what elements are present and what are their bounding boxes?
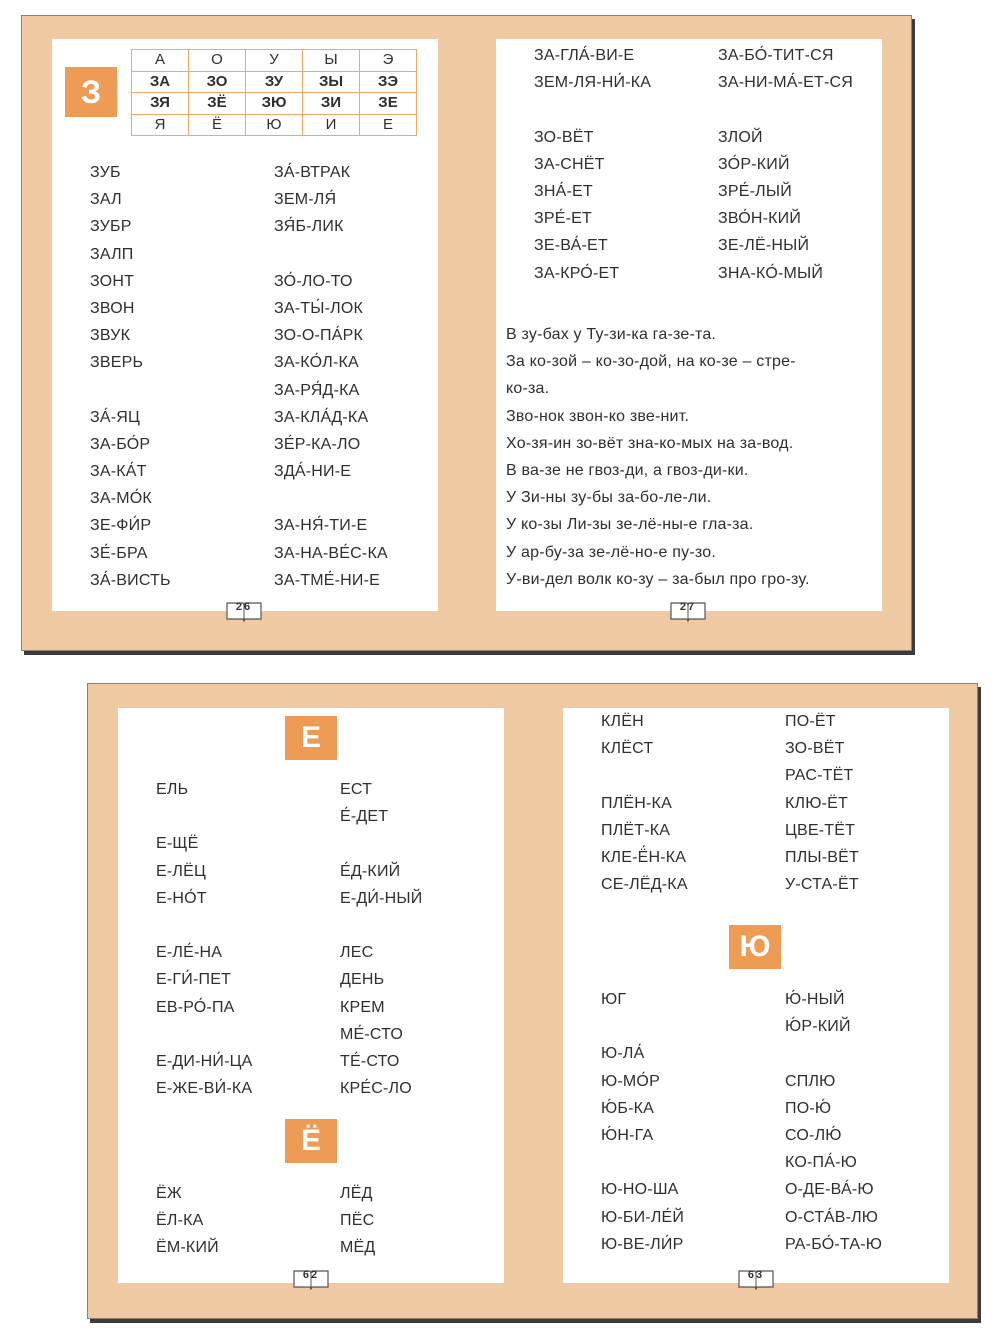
word-entry: ЗА-БО́Р [90, 435, 151, 453]
word-entry: ЗА-КРО́-ЕТ [534, 264, 620, 282]
syllable-cell: ЗИ [303, 93, 360, 115]
page-number-label: 26 [235, 601, 253, 613]
word-entry: ДЕНЬ [340, 971, 385, 989]
word-entry: ЗО́-ЛО-ТО [274, 272, 353, 290]
word-entry: Е́Д-КИЙ [340, 862, 401, 880]
word-entry: ЗА-МО́К [90, 490, 152, 508]
word-entry: ЗУБ [90, 164, 121, 181]
word-entry [785, 1040, 882, 1067]
word-entry: ЗВОН [90, 299, 135, 317]
word-entry: ЗА-ТМЕ́-НИ-Е [274, 571, 381, 589]
reading-line: В зу-бах у Ту-зи-ка га-зе-та. [506, 326, 717, 343]
word-entry: ЗВЕРЬ [90, 354, 144, 372]
word-entry: О-ДЕ-ВА́-Ю [785, 1181, 874, 1199]
word-entry: ЗЕ-ФИ́Р [90, 517, 152, 535]
syllable-cell: ЗЮ [246, 93, 303, 115]
word-entry: ЗА-КО́Л-КА [274, 354, 359, 372]
word-entry: Ю-БИ-ЛЕ́Й [601, 1208, 685, 1226]
word-entry: Е-ЛЁЦ [156, 862, 207, 880]
word-entry: ЗАЛП [90, 245, 134, 263]
page-26 [52, 39, 438, 611]
word-entry: ЗО-ВЁТ [534, 128, 594, 146]
word-entry: ЮГ [601, 991, 627, 1008]
letter-badge-yo: Ё [285, 1119, 337, 1163]
word-entry [274, 485, 388, 512]
word-column-left [534, 42, 651, 287]
word-entry: ЁЛ-КА [156, 1212, 204, 1230]
word-entry: ЗЯ́Б-ЛИК [274, 218, 344, 236]
word-entry: ЗА́-ВТРАК [274, 164, 351, 181]
syllable-cell: Э [360, 50, 417, 72]
word-entry [156, 912, 253, 939]
word-entry: КЛЮ-ЁТ [785, 794, 848, 812]
reading-line: Зво-нок звон-ко зве-нит. [506, 407, 690, 425]
word-column-left [90, 159, 171, 594]
syllable-row-soft [132, 93, 417, 115]
word-entry [274, 241, 388, 268]
word-entry: ЗРЕ́-ЛЫЙ [718, 182, 792, 200]
word-entry: ЗАЛ [90, 191, 122, 209]
word-entry: ЗА-НИ-МА́-ЕТ-СЯ [718, 74, 854, 92]
word-column-left [156, 776, 253, 1102]
word-entry: ЗА-НА-ВЕ́С-КА [274, 544, 388, 562]
letter-badge-e: Е [285, 716, 337, 760]
word-entry: Е-НО́Т [156, 889, 207, 907]
syllable-cell: ЗЯ [132, 93, 189, 115]
reading-line: У Зи-ны зу-бы за-бо-ле-ли. [506, 489, 712, 507]
word-entry: ЗА-ТЫ́-ЛОК [274, 299, 363, 317]
syllable-cell: А [132, 50, 189, 72]
word-entry: ЗА́-ВИСТЬ [90, 571, 171, 589]
page-number-27 [669, 599, 707, 623]
word-entry: СПЛЮ [785, 1072, 836, 1090]
word-entry: ЗА-КЛА́Д-КА [274, 408, 369, 426]
word-entry: ЗА-РЯ́Д-КА [274, 381, 360, 399]
word-entry: ЦВЕ-ТЁТ [785, 821, 856, 839]
word-entry: ЗЕ́-БРА [90, 544, 148, 562]
word-entry: Ю́Н-ГА [601, 1126, 654, 1144]
syllable-cell: Я [132, 114, 189, 136]
page-27 [496, 39, 882, 611]
word-entry: Е-ЛЕ́-НА [156, 944, 223, 962]
page-number-label: 63 [747, 1269, 765, 1281]
word-entry: Ю́Р-КИЙ [785, 1018, 851, 1036]
syllable-cell: ЗО [189, 71, 246, 93]
word-entry: РА-БО́-ТА-Ю [785, 1235, 883, 1253]
word-entry: СО-ЛЮ́ [785, 1126, 842, 1144]
word-entry: МЕ́-СТО [340, 1025, 404, 1043]
page-number-26 [225, 599, 263, 623]
word-entry: ЗРЕ́-ЕТ [534, 210, 592, 228]
reading-line: Хо-зя-ин зо-вёт зна-ко-мых на за-вод. [506, 434, 794, 452]
word-entry [534, 96, 651, 123]
word-entry: ПЛЫ-ВЁТ [785, 848, 860, 866]
reading-line: ко-за. [506, 380, 550, 398]
word-entry: ЗЕМ-ЛЯ́ [274, 191, 337, 209]
syllable-cell: У [246, 50, 303, 72]
word-column-right [340, 1180, 375, 1262]
syllable-cell: Ю [246, 114, 303, 136]
word-entry: ЛЁД [340, 1185, 373, 1202]
reading-passage [506, 321, 876, 593]
bottom-book-spread [87, 683, 978, 1319]
page-63 [563, 708, 949, 1283]
word-entry: ЁМ-КИЙ [156, 1239, 219, 1257]
word-entry: ЗЛОЙ [718, 128, 763, 146]
word-entry [90, 377, 171, 404]
word-column-left [601, 708, 688, 898]
word-entry: ЗНА́-ЕТ [534, 182, 593, 200]
syllable-row-vowels-2 [132, 114, 417, 136]
word-entry: ПО-ЁТ [785, 713, 836, 730]
word-entry: Ю́Б-КА [601, 1099, 654, 1117]
word-entry [601, 1013, 684, 1040]
word-entry: КРЕ́С-ЛО [340, 1080, 412, 1098]
word-entry [156, 803, 253, 830]
syllable-cell: ЗЫ [303, 71, 360, 93]
word-entry: Е-ЩЁ [156, 835, 199, 853]
page-number-62 [292, 1267, 330, 1291]
word-entry: ЕЛЬ [156, 781, 189, 798]
word-entry: ЕСТ [340, 781, 373, 798]
word-entry: ЗА́-ЯЦ [90, 408, 141, 426]
reading-line: За ко-зой – ко-зо-дой, на ко-зе – стре- [506, 353, 796, 371]
word-entry: ПО-Ю́ [785, 1099, 832, 1117]
word-entry [340, 912, 422, 939]
letter-badge-z: З [65, 67, 117, 117]
word-entry: ЗО-О-ПА́РК [274, 327, 363, 345]
word-entry: ПЛЁН-КА [601, 794, 672, 812]
word-column-left [156, 1180, 219, 1262]
word-entry: Ю-ЛА́ [601, 1045, 645, 1063]
word-entry: Е-ДИ́-НЫЙ [340, 889, 423, 907]
syllable-cell: ЗА [132, 71, 189, 93]
word-entry: Ю-ВЕ-ЛИ́Р [601, 1235, 684, 1253]
word-entry: ЗА-КА́Т [90, 463, 147, 481]
word-entry: ЗА-НЯ́-ТИ-Е [274, 517, 368, 535]
word-entry: СЕ-ЛЁД-КА [601, 876, 688, 894]
word-entry: КЛЁСТ [601, 740, 654, 758]
word-entry: ЗВО́Н-КИЙ [718, 210, 802, 228]
word-entry: ЗА-БО́-ТИТ-СЯ [718, 47, 834, 64]
word-column-left [601, 986, 684, 1258]
word-entry [601, 762, 688, 789]
page-number-label: 27 [679, 601, 697, 613]
word-entry: ЗЕ́Р-КА-ЛО [274, 435, 361, 453]
word-entry: ЗЕ-ВА́-ЕТ [534, 237, 608, 255]
word-entry: Е-ГИ́-ПЕТ [156, 971, 232, 989]
word-entry: ЗЕ-ЛЁ-НЫЙ [718, 237, 810, 255]
word-entry: ЗВУК [90, 327, 131, 345]
word-entry: ЗА-ГЛА́-ВИ-Е [534, 47, 635, 64]
syllable-cell: О [189, 50, 246, 72]
word-entry: РАС-ТЁТ [785, 767, 854, 785]
word-entry: ЗА-СНЁТ [534, 155, 605, 173]
syllable-cell: Ы [303, 50, 360, 72]
word-entry: Е́-ДЕТ [340, 808, 389, 826]
word-entry: ПЛЁТ-КА [601, 821, 671, 839]
word-entry: КЛЕ-Ё́Н-КА [601, 848, 687, 866]
page-number-63 [737, 1267, 775, 1291]
syllable-cell: ЗУ [246, 71, 303, 93]
word-entry: ЕВ-РО́-ПА [156, 998, 235, 1016]
word-entry: ЛЕС [340, 944, 374, 962]
word-entry: ТЕ́-СТО [340, 1052, 400, 1070]
syllable-table [131, 49, 417, 136]
reading-line: В ва-зе не гвоз-ди, а гвоз-ди-ки. [506, 461, 749, 479]
syllable-cell: ЗЕ [360, 93, 417, 115]
syllable-cell: ЗЁ [189, 93, 246, 115]
word-column-right [340, 776, 422, 1102]
top-book-spread [21, 15, 912, 651]
syllable-cell: Ё [189, 114, 246, 136]
word-column-right [718, 42, 853, 287]
syllable-cell: ЗЭ [360, 71, 417, 93]
letter-badge-yu: Ю [729, 925, 781, 969]
page-number-label: 62 [302, 1269, 320, 1281]
word-entry [601, 1149, 684, 1176]
word-entry: ЗУБР [90, 218, 132, 236]
word-entry [340, 830, 422, 857]
word-entry: МЁД [340, 1239, 376, 1257]
word-entry: ЁЖ [156, 1185, 182, 1202]
word-entry: У-СТА-ЁТ [785, 876, 859, 894]
word-entry: Ю́-НЫЙ [785, 991, 845, 1008]
syllable-cell: Е [360, 114, 417, 136]
syllable-row-hard [132, 71, 417, 93]
word-entry: ПЁС [340, 1212, 375, 1230]
word-entry: КО-ПА́-Ю [785, 1154, 857, 1172]
reading-line: У ко-зы Ли-зы зе-лё-ны-е гла-за. [506, 516, 754, 534]
word-entry: КЛЁН [601, 713, 644, 730]
word-entry: КРЕМ [340, 998, 385, 1016]
word-entry: Е-ДИ-НИ́-ЦА [156, 1052, 253, 1070]
word-entry: Ю-НО-ША [601, 1181, 679, 1199]
word-entry: ЗНА-КО́-МЫЙ [718, 264, 824, 282]
word-column-right [785, 986, 882, 1258]
word-entry [718, 96, 853, 123]
word-entry: ЗДА́-НИ-Е [274, 463, 352, 481]
word-entry: О-СТА́В-ЛЮ [785, 1208, 879, 1226]
word-entry: Ю-МО́Р [601, 1072, 660, 1090]
reading-line: У-ви-дел волк ко-зу – за-был про гро-зу. [506, 570, 810, 588]
word-column-right [274, 159, 388, 594]
word-entry: Е-ЖЕ-ВИ́-КА [156, 1080, 253, 1098]
reading-line: У ар-бу-за зе-лё-но-е пу-зо. [506, 543, 716, 561]
word-entry: ЗО-ВЁТ [785, 740, 845, 758]
word-entry: ЗО́Р-КИЙ [718, 155, 790, 173]
word-entry: ЗЕМ-ЛЯ-НИ́-КА [534, 74, 652, 92]
syllable-row-vowels-1 [132, 50, 417, 72]
syllable-cell: И [303, 114, 360, 136]
page-62 [118, 708, 504, 1283]
word-entry [156, 1021, 253, 1048]
word-entry: ЗОНТ [90, 272, 135, 290]
word-column-right [785, 708, 859, 898]
